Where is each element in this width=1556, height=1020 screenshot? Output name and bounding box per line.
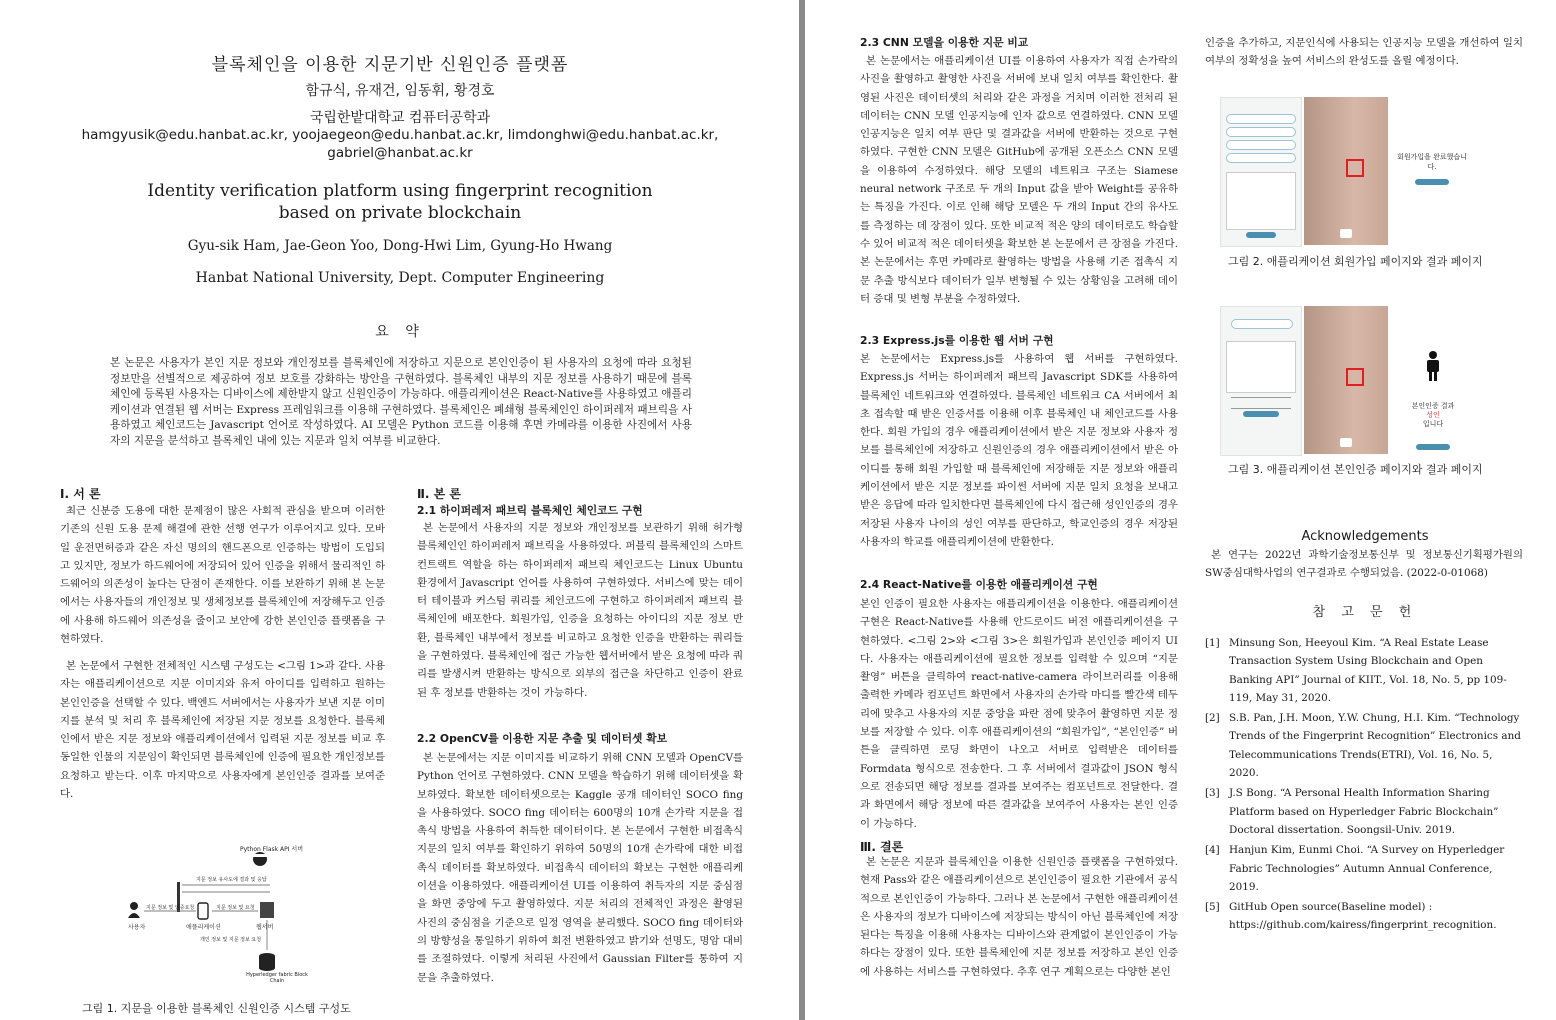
section-1-heading: Ⅰ. 서 론 [60,487,101,501]
section-2-3b-body: 본 논문에서는 Express.js를 사용하여 웹 서버를 구현하였다. Express.js 서버는 하이퍼레저 패브릭 Javascript SDK를 사용하여 블록체인 네트워크와 연결하였다. 블록체인 네트워크 CA 서버에서 최초 접속할 때 받은 인증서를 이용해 이후 블록체인 내 체인코드를 사용한다. 회원 가입의 경우 애플리케이션에서 받은 지문 정보와 사용자 정보를 블록체인에 저장하고 신원인증의 경우 애플리케이션에서 받은 아이디를 통해 회원 가입할 때 블록체인에 저장해둔 지문 정보와 애플리케이션에서 받은 지문 정보를 파이썬 서버에 지문 일치 요청을 보내고 받은 응답에 따라 일치한다면 블록체인에 다시 접근해 성인인증의 경우 저장된 사용자 나이의 성인 여부를 판단하고, 학교인증의 경우 저장된 사용자의 학교를 애플리케이션에 반환한다. [860,353,1178,548]
finger-guide-box [1346,159,1364,177]
acknowledgements-heading: Acknowledgements [1301,529,1429,544]
section-2-2-body: 본 논문에서는 지문 이미지를 비교하기 위해 CNN 모델과 OpenCV를 Python 언어로 구현하였다. CNN 모델을 학습하기 위해 데이터셋을 확보하였다. 확보한 데이터셋으로는 Kaggle 공개 데이터인 SOCO fing을 사용하였다. SOCO fing 데이터는 600명의 10개 손가락 지문을 접촉식 방법을 사용하여 취득한 데이터이다. 본 논문에서 구현한 비접촉식 지문의 일치 여부를 확인하기 위하여 50명의 10개 손가락에 대한 비접촉식 데이터를 확보하였다. 비접촉식 데이터의 확보는 구현한 애플리케이션을 이용하였다. 애플리케이션 UI를 이용하여 취득자의 지문 중심점을 화면 중앙에 두고 촬영하였다. 지문 처리의 전체적인 과정은 촬영된 사진의 중심점을 기준으로 일정 영역을 분리했다. SOCO fing 데이터와의 방향성을 통일하기 위하여 회전 변환하였고 밝기와 선명도, 명암 대비를 조절하였다. 이렇게 처리된 사진에서 Gaussian Filter를 통하여 지문을 추출하였다. [417,752,743,984]
system-diagram-svg [120,840,310,990]
section-3-heading: Ⅲ. 결론 [860,840,904,854]
signup-field [1226,140,1296,150]
emails-line-2: gabriel@hanbat.ac.kr [327,145,473,161]
verify-options [1231,397,1291,409]
verify-button[interactable] [1243,411,1279,417]
abstract-heading: 요 약 [375,324,425,340]
section-1-paragraph-1: 최근 신분증 도용에 대한 문제점이 많은 사회적 관심을 받으며 이러한 기존의 신원 도용 문제 해결에 관한 선행 연구가 이루어지고 있다. 모바일 운전면허증과 같은 자신 명의의 핸드폰으로 인증하는 방법이 도입되고 있지만, 정보가 하드웨어에 저장되어 있어 인증을 위해서 물리적인 하드웨어의 의존성이 높다는 단점이 존재한다. 이를 보완하기 위해 본 논문에서는 사용자들의 개인정보 및 생체정보를 블록체인에 저장해두고 인증에 사용해 하드웨어 의존성을 줄이고 보안에 강한 본인인증 플랫폼을 구현하였다. [60,505,385,646]
reference-item: [1] Minsung Son, Heeyoul Kim. “A Real Estate Lease Transaction System Using Blockchain and Open Banking API” Journal of KIIT., Vol. 18, No. 5, pp 109-119, May 31, 2020. [1205,637,1507,704]
figure-3-screenshots [1220,306,1470,454]
section-2-4-heading: 2.4 React-Native를 이용한 애플리케이션 구현 [860,578,1098,591]
reference-item: [3] J.S Bong. “A Personal Health Information Sharing Platform based on Hyperledger Fabric Blockchain” Doctoral dissertation. Soongsil-Univ. 2019. [1205,787,1499,836]
signup-field [1226,127,1296,137]
fig1-label-arrow1: 지문 정보 유사도에 결과 및 응답 [196,877,267,883]
fig1-label-arrow4: 개인 정보 및 지문 정보 요청 [200,937,262,943]
section-2-2-heading: 2.2 OpenCV를 이용한 지문 추출 및 데이터셋 확보 [417,732,668,745]
fig1-label-user: 사용자 [128,924,146,931]
verify-result-text [1400,402,1466,429]
paper-title-en [0,180,799,224]
section-1-paragraph-2: 본 논문에서 구현한 전체적인 시스템 구성도는 <그림 1>과 같다. 사용자는 애플리케이션으로 지문 이미지와 유저 아이디를 입력하고 원하는 본인인증을 선택할 수 있다. 백엔드 서버에서는 사용자가 보낸 지문 이미지를 분석 및 처리 후 블록체인에 저장된 지문 정보를 요청한다. 블록체인에서 받은 지문 정보와 애플리케이션에서 입력된 지문 정보를 비교 후 동일한 인물의 지문임이 확인되면 블록체인에 인증에 필요한 개인정보를 요청하고 받는다. 이후 마지막으로 사용자에게 본인인증 결과를 보여준다. [60,660,385,801]
verify-result-adult: 성인 [1426,411,1440,419]
figure-2-caption: 그림 2. 애플리케이션 회원가입 페이지와 결과 페이지 [1228,255,1483,268]
verify-form-screen [1220,306,1302,456]
verify-id-field [1231,319,1293,329]
fig1-label-web: 웹서버 [256,924,274,931]
section-2-1-heading: 2.1 하이퍼레저 패브릭 블록체인 체인코드 구현 [417,504,643,517]
reference-item: [4] Hanjun Kim, Eunmi Choi. “A Survey on Hyperledger Fabric Technologies” Autumn Annual Conference, 2019. [1205,844,1505,893]
camera-shutter-icon[interactable] [1340,229,1352,238]
figure-3-caption: 그림 3. 애플리케이션 본인인증 페이지와 결과 페이지 [1228,463,1483,476]
signup-field [1226,153,1296,163]
section-2-1-body: 본 논문에서 사용자의 지문 정보와 개인정보를 보관하기 위해 허가형 블록체인인 하이퍼레저 패브릭을 사용하였다. 퍼블릭 블록체인의 스마트컨트랙트 역할을 하는 하이퍼레저 패브릭 체인코드는 Linux Ubuntu 환경에서 Javascript 언어를 사용하여 구현하였다. 서비스에 맞는 데이터 테이블과 커스텀 쿼리를 체인코드에 구현하고 하이퍼레저 패브릭 블록체인에 배포한다. 회원가입, 인증을 요청하는 아이디의 지문 정보 반환, 블록체인 내부에서 정보를 비교하고 요청한 인증을 반환하는 쿼리들을 구현하였다. 블록체인에 접근 가능한 웹서버에서 받은 요청에 따라 쿼리를 발생시켜 반환하는 방식으로 외부의 접근을 차단하고 인증이 완료된 후 정보를 반환하는 것이 가능하다. [417,522,743,699]
authors-ko: 함규식, 유재건, 임동휘, 황경호 [305,83,495,99]
affiliation-ko: 국립한밭대학교 컴퓨터공학과 [309,110,491,126]
author-emails [20,126,780,162]
section-2-3b-heading: 2.3 Express.js를 이용한 웹 서버 구현 [860,334,1054,347]
phone-icon [198,903,208,919]
verify-result-button[interactable] [1416,444,1450,450]
abstract-body: 본 논문은 사용자가 본인 지문 정보와 개인정보를 블록체인에 저장하고 지문으로 본인인증이 된 사용자의 요청에 따라 요청된 정보만을 선별적으로 제공하여 정보 보호를 강화하는 방안을 구현하였다. 블록체인 내부의 지문 정보를 사용하기 때문에 블록체인에 등록된 사용자는 디바이스에 제한받지 않고 신원인증이 가능하다. 애플리케이션은 React-Native를 사용하였고 애플리케이션과 연결된 웹 서버는 Express 프레임워크를 이용해 구현하였다. 블록체인은 폐쇄형 블록체인인 하이퍼레저 패브릭을 사용하였고 체인코드는 Javascript 언어로 작성하였다. AI 모델은 Python 코드를 이용해 후면 카메라를 이용한 사진에서 사용자의 지문을 분석하고 블록체인 내에 있는 지문과 일치 여부를 비교한다. [110,357,692,447]
signup-result-button[interactable] [1415,179,1449,185]
signup-field [1226,114,1296,124]
fig1-label-arrow3: 지문 정보 및 요청 [216,905,255,911]
acknowledgements-body: 본 연구는 2022년 과학기술정보통신부 및 정보통신기획평가원의 SW중심대학사업의 연구결과로 수행되었음. (2022-0-01068) [1205,549,1523,580]
fig1-label-server: Python Flask API 서버 [240,846,303,853]
title-en-line-1: Identity verification platform using fingerprint recognition [147,181,653,201]
signup-result-text: 회원가입을 완료했습니다. [1397,153,1467,171]
authors-en: Gyu-sik Ham, Jae-Geon Yoo, Dong-Hwi Lim, Gyung-Ho Hwang [187,238,613,254]
reference-item: [2] S.B. Pan, J.H. Moon, Y.W. Chung, H.I. Kim. “Technology Trends of the Fingerprint Recognition” Electronics and Telecommunications Trends(ETRI), Vol. 16, No. 5, 2020. [1205,712,1521,780]
figure-1-caption: 그림 1. 지문을 이용한 블록체인 신원인증 시스템 구성도 [82,1002,351,1015]
signup-form-screen [1220,97,1302,247]
fingerprint-preview [1226,341,1296,393]
section-2-3a-heading: 2.3 CNN 모델을 이용한 지문 비교 [860,36,1029,49]
section-2-4-body: 본인 인증이 필요한 사용자는 애플리케이션을 이용한다. 애플리케이션 구현은 React-Native를 사용해 안드로이드 버전 애플리케이션을 구현하였다. <그림 2>와 <그림 3>은 회원가입과 본인인증 페이지 UI다. 사용자는 애플리케이션에 필요한 정보를 입력할 수 있으며 “지문 촬영” 버튼을 클릭하여 react-native-camera 라이브러리를 이용해 출력한 카메라 컴포넌트 화면에서 사용자의 손가락 마디를 빨간색 테두리에 맞추고 사용자의 지문 중앙을 파란 점에 맞추어 촬영하면 지문 정보를 저장할 수 있다. 이후 애플리케이션의 “회원가입”, “본인인증” 버튼을 클릭하면 로딩 화면이 나오고 서버로 입력받은 데이터를 Formdata 형식으로 전송한다. 그 후 서버에서 결과값이 JSON 형식으로 전송되면 해당 정보를 결과를 보여주는 컴포넌트로 전달한다. 결과 화면에서 해당 정보에 따른 결과값을 보여주어 사용자는 본인 인증이 가능하다. [860,598,1178,830]
signup-button[interactable] [1246,232,1276,238]
camera-shutter-icon[interactable] [1340,438,1352,447]
section-3-body: 본 논문은 지문과 블록체인을 이용한 신원인증 플랫폼을 구현하였다. 현재 Pass와 같은 애플리케이션으로 본인인증이 필요한 기관에서 공식적으로 본인인증이 가능하다. 그러나 본 논문에서 구현한 애플리케이션은 사용자의 정보가 디바이스에 저장되는 방식이 아닌 블록체인에 저장된다는 특징을 이용해 사용자는 디바이스와 관계없이 본인인증이 가능하다는 장점이 있다. 또한 블록체인에 지문 정보를 저장하고 본인 인증에 사용하는 서비스를 구현하였다. 추후 연구 계획으로는 다양한 본인 [860,856,1178,978]
emails-line-1: hamgyusik@edu.hanbat.ac.kr, yoojaegeon@edu.hanbat.ac.kr, limdonghwi@edu.hanbat.ac.kr, [81,127,719,143]
verify-result-line-3: 입니다 [1422,420,1444,428]
section-2-3a-body: 본 논문에서는 애플리케이션 UI를 이용하여 사용자가 직접 손가락의 사진을 촬영하고 촬영한 사진을 서버에 보내 일치 여부를 확인한다. 촬영된 사진은 데이터셋의 처리와 같은 과정을 거치며 이러한 전처리 된 데이터는 CNN 모델 인공지능에 인자 값으로 연결하였다. CNN 모델 인공지능은 일치 여부 판단 및 결과값을 서버에 반환하는 것으로 구현하였다. 구현한 CNN 모델은 GitHub에 공개된 오픈소스 CNN 모델을 이용하여 수정하였다. 해당 모델의 네트워크 구조는 Siamese neural network 구조로 두 개의 Input 값을 받아 Weight를 공유하는 특징을 가진다. 이로 인해 해당 모델은 두 개의 Input 간의 유사도를 측정하는 데 장점이 있다. 또한 비교적 적은 양의 데이터로도 학습할 수 있어 비교적 적은 데이터셋을 확보한 본 논문에서 큰 장점을 가진다. 본 논문에서는 후면 카메라로 촬영하는 방법을 사용해 기존 접촉식 지문 추출 방식보다 데이터가 일부 변형될 수 있는 상황임을 고려해 데이터 증대 및 변형 부분을 수정하였다. [860,55,1178,305]
fig1-label-arrow2: 지문 정보 및 인증요청 [146,905,195,911]
paper-title-ko: 블록체인을 이용한 지문기반 신원인증 플랫폼 [211,55,569,75]
section-2-heading: Ⅱ. 본 론 [417,487,462,501]
person-icon [1424,351,1442,381]
paper-page-2 [805,0,1556,1020]
user-icon [130,902,138,910]
finger-guide-box [1346,368,1364,386]
reference-item: [5] GitHub Open source(Baseline model) : https://github.com/kairess/fingerprint_recognition. [1205,901,1497,932]
web-server-icon [260,902,274,918]
camera-screen [1304,306,1388,454]
title-en-line-2: based on private blockchain [278,203,522,223]
affiliation-en: Hanbat National University, Dept. Computer Engineering [195,270,605,286]
fig1-label-chain: Hyperledger fabric Block Chain [246,972,308,984]
camera-screen [1304,97,1388,245]
references-list [1205,634,1525,935]
fingerprint-preview [1226,172,1296,230]
references-heading: 참 고 문 헌 [1312,605,1418,620]
figure-2-screenshots [1220,97,1470,245]
verify-result-line-1: 본인인증 결과 [1411,402,1455,410]
conclusion-continued: 인증을 추가하고, 지문인식에 사용되는 인공지능 모델을 개선하여 일치 여부의 정확성을 높여 서비스의 완성도를 올릴 예정이다. [1205,37,1523,68]
figure-1-diagram [120,840,310,990]
fig1-label-app: 애플리케이션 [186,924,221,931]
